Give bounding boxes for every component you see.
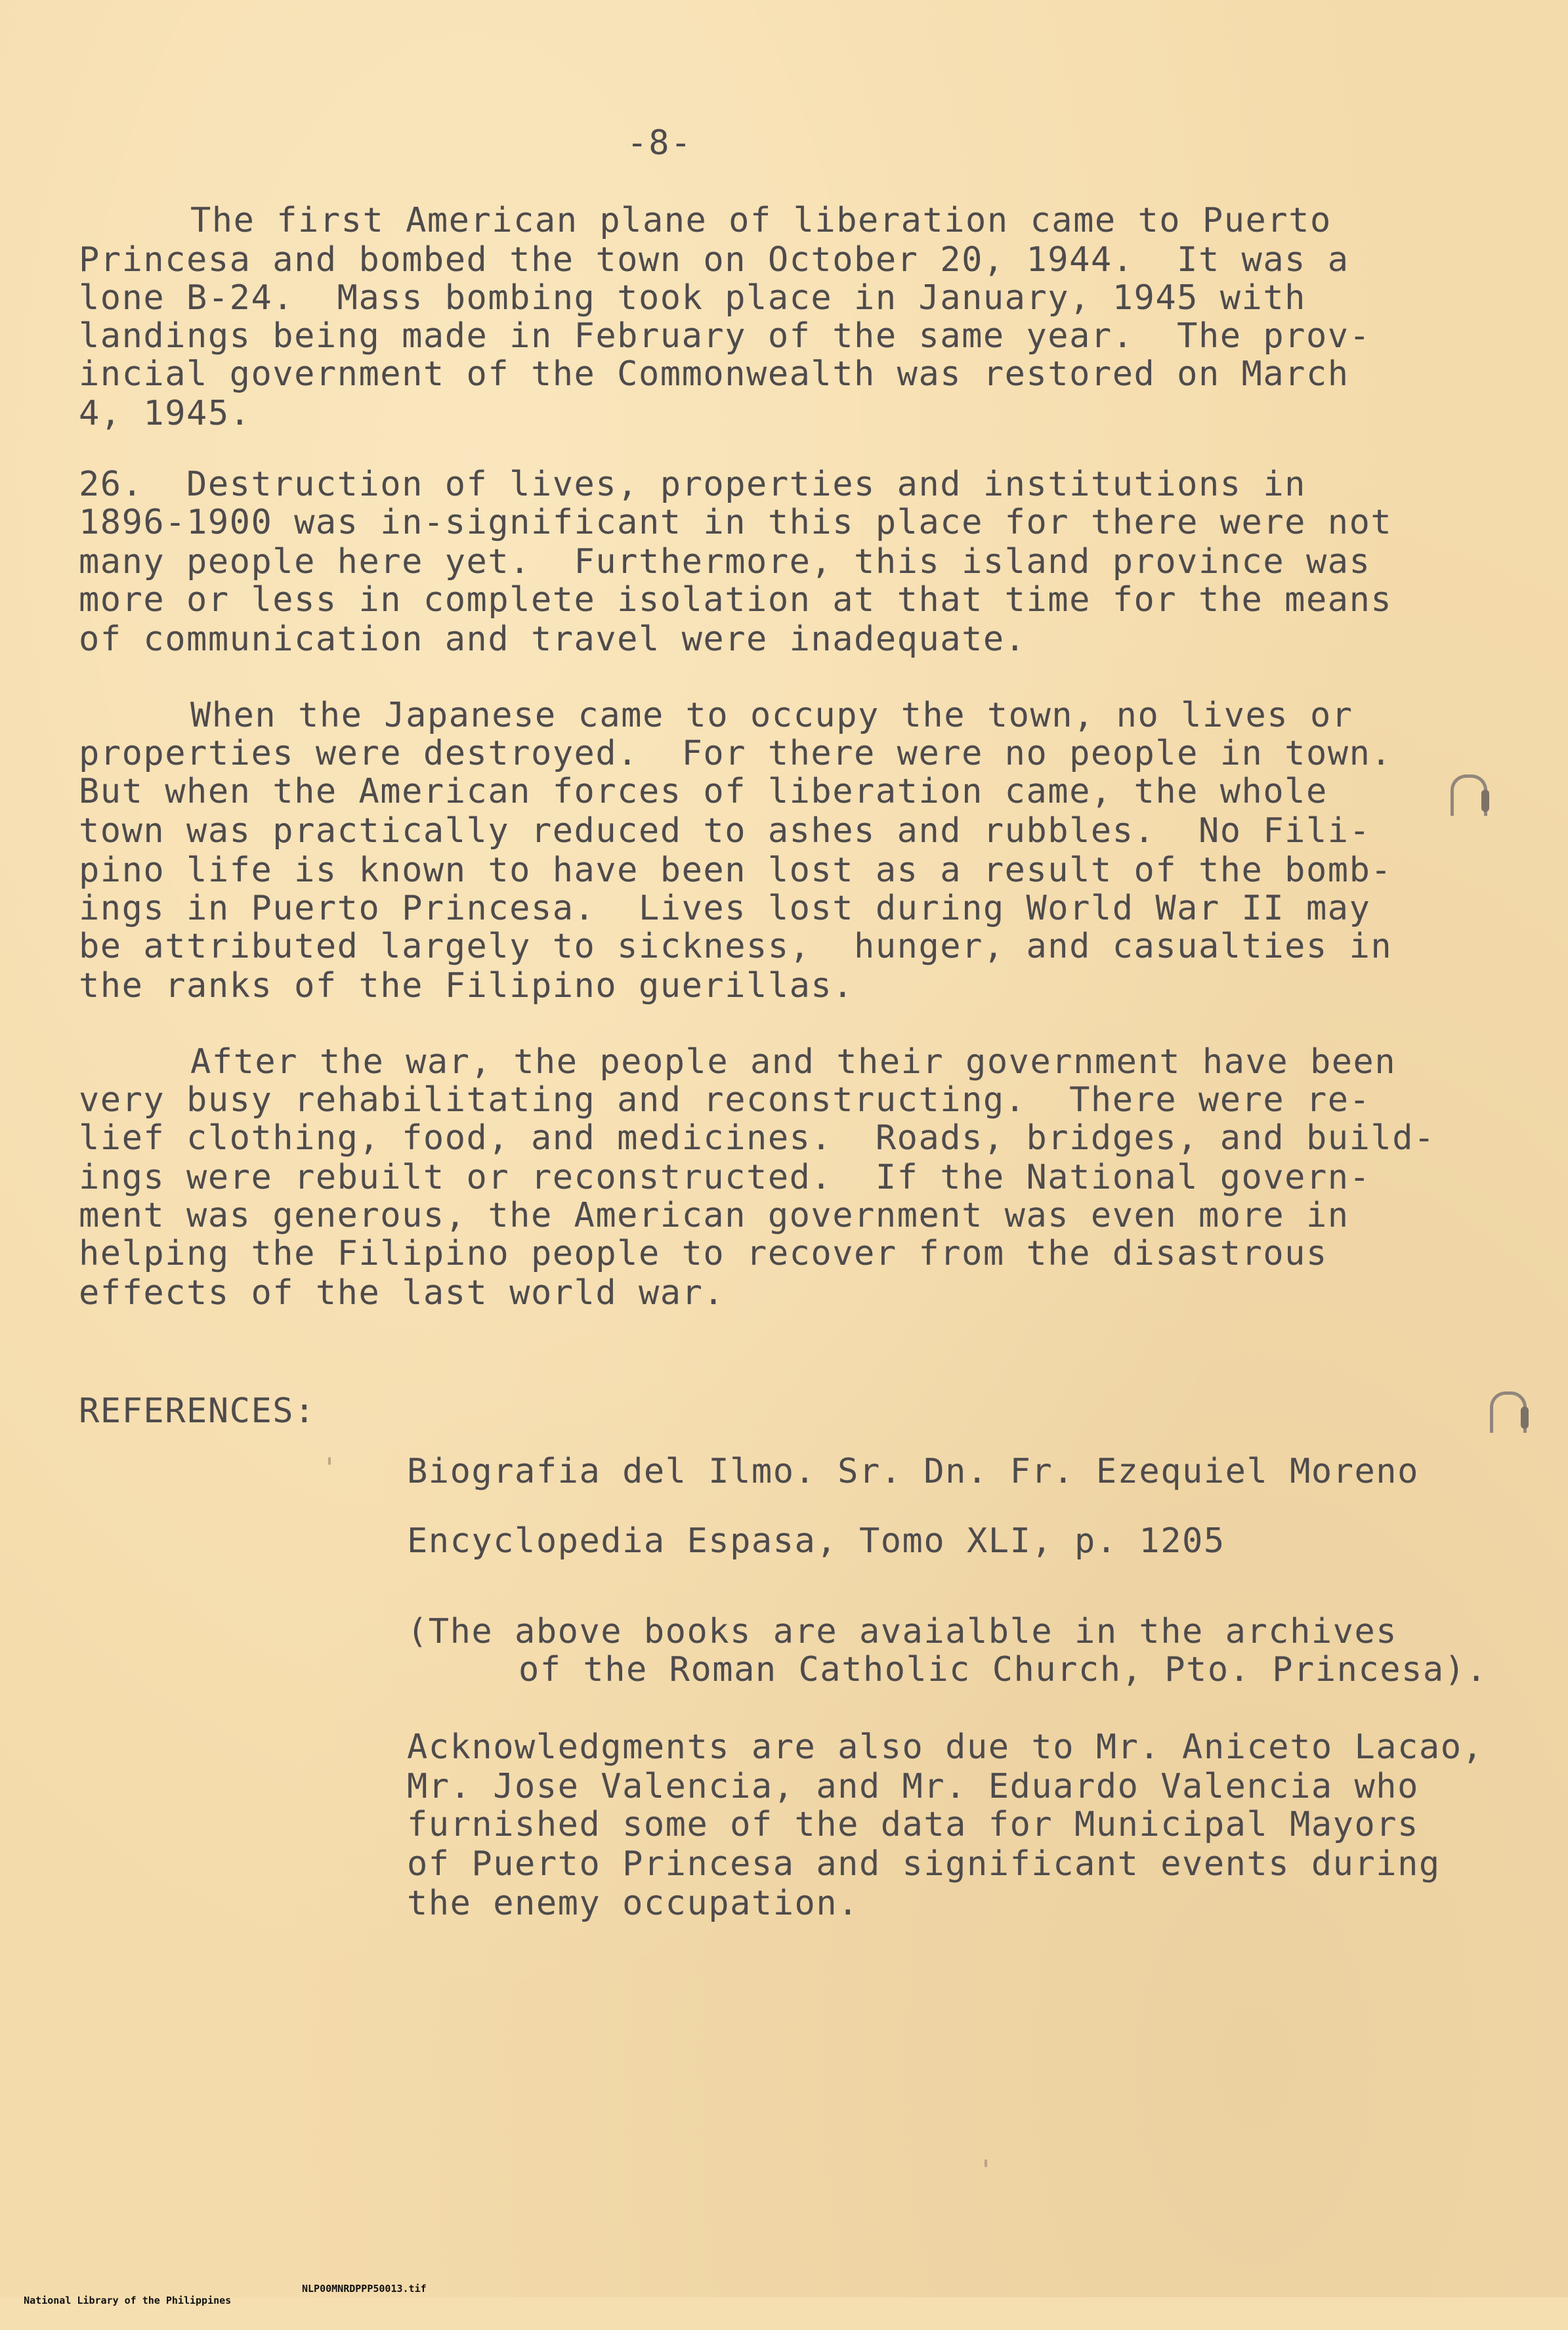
binder-clip-mark [1451, 774, 1487, 816]
text-line: After the war, the people and their government have been [190, 1042, 1397, 1082]
acknowledgment-line: of Puerto Princesa and significant events during [407, 1844, 1441, 1884]
scan-footer [0, 2283, 427, 2330]
text-line: town was practically reduced to ashes and rubbles. No Fili- [79, 811, 1371, 851]
acknowledgment-line: Acknowledgments are also due to Mr. Aniceto Lacao, [407, 1727, 1484, 1767]
reference-note: (The above books are avaialble in the archives [407, 1612, 1398, 1651]
references-heading: REFERENCES: [79, 1391, 316, 1431]
text-line: more or less in complete isolation at that time for the means [79, 580, 1393, 620]
acknowledgment-line: furnished some of the data for Municipal Mayors [407, 1805, 1419, 1844]
ink-speck [985, 2159, 987, 2167]
text-line: effects of the last world war. [79, 1273, 725, 1313]
text-line: ment was generous, the American government was even more in [79, 1196, 1349, 1235]
footer-institution: National Library of the Philippines [24, 2295, 232, 2306]
text-line: lone B-24. Mass bombing took place in January, 1945 with [79, 278, 1306, 318]
acknowledgment-line: Mr. Jose Valencia, and Mr. Eduardo Valencia who [407, 1767, 1419, 1806]
text-line: very busy rehabilitating and reconstructing. There were re- [79, 1080, 1371, 1120]
binder-clip-mark [1490, 1391, 1527, 1433]
text-line: 26. Destruction of lives, properties and institutions in [79, 465, 1306, 504]
text-line: lief clothing, food, and medicines. Roads, bridges, and build- [79, 1118, 1435, 1158]
text-line: pino life is known to have been lost as a result of the bomb- [79, 851, 1393, 890]
text-line: of communication and travel were inadequate. [79, 620, 1027, 659]
reference-note: of the Roman Catholic Church, Pto. Princesa). [519, 1650, 1488, 1689]
page-number: -8- [627, 123, 692, 163]
text-line: the ranks of the Filipino guerillas. [79, 966, 855, 1006]
text-line: When the Japanese came to occupy the town, no lives or [190, 696, 1353, 735]
text-line: Princesa and bombed the town on October 20, 1944. It was a [79, 240, 1349, 280]
text-line: helping the Filipino people to recover from the disastrous [79, 1234, 1328, 1273]
text-line: But when the American forces of liberation came, the whole [79, 772, 1328, 811]
reference-item: Biografia del Ilmo. Sr. Dn. Fr. Ezequiel Moreno [407, 1452, 1419, 1491]
text-line: ings in Puerto Princesa. Lives lost during World War II may [79, 889, 1371, 928]
acknowledgment-line: the enemy occupation. [407, 1884, 859, 1923]
text-line: landings being made in February of the same year. The prov- [79, 316, 1371, 356]
text-line: many people here yet. Furthermore, this island province was [79, 542, 1371, 582]
footer-filename: NLP00MNRDPPP50013.tif [302, 2283, 427, 2295]
text-line: ings were rebuilt or reconstructed. If the National govern- [79, 1158, 1371, 1197]
reference-item: Encyclopedia Espasa, Tomo XLI, p. 1205 [407, 1521, 1225, 1561]
text-line: properties were destroyed. For there were no people in town. [79, 734, 1393, 773]
text-line: be attributed largely to sickness, hunger, and casualties in [79, 927, 1393, 966]
ink-speck [328, 1457, 331, 1465]
text-line: incial government of the Commonwealth was restored on March [79, 354, 1349, 394]
text-line: 1896-1900 was in-significant in this place for there were not [79, 503, 1393, 542]
text-line: 4, 1945. [79, 394, 251, 433]
text-line: The first American plane of liberation came to Puerto [190, 201, 1332, 240]
